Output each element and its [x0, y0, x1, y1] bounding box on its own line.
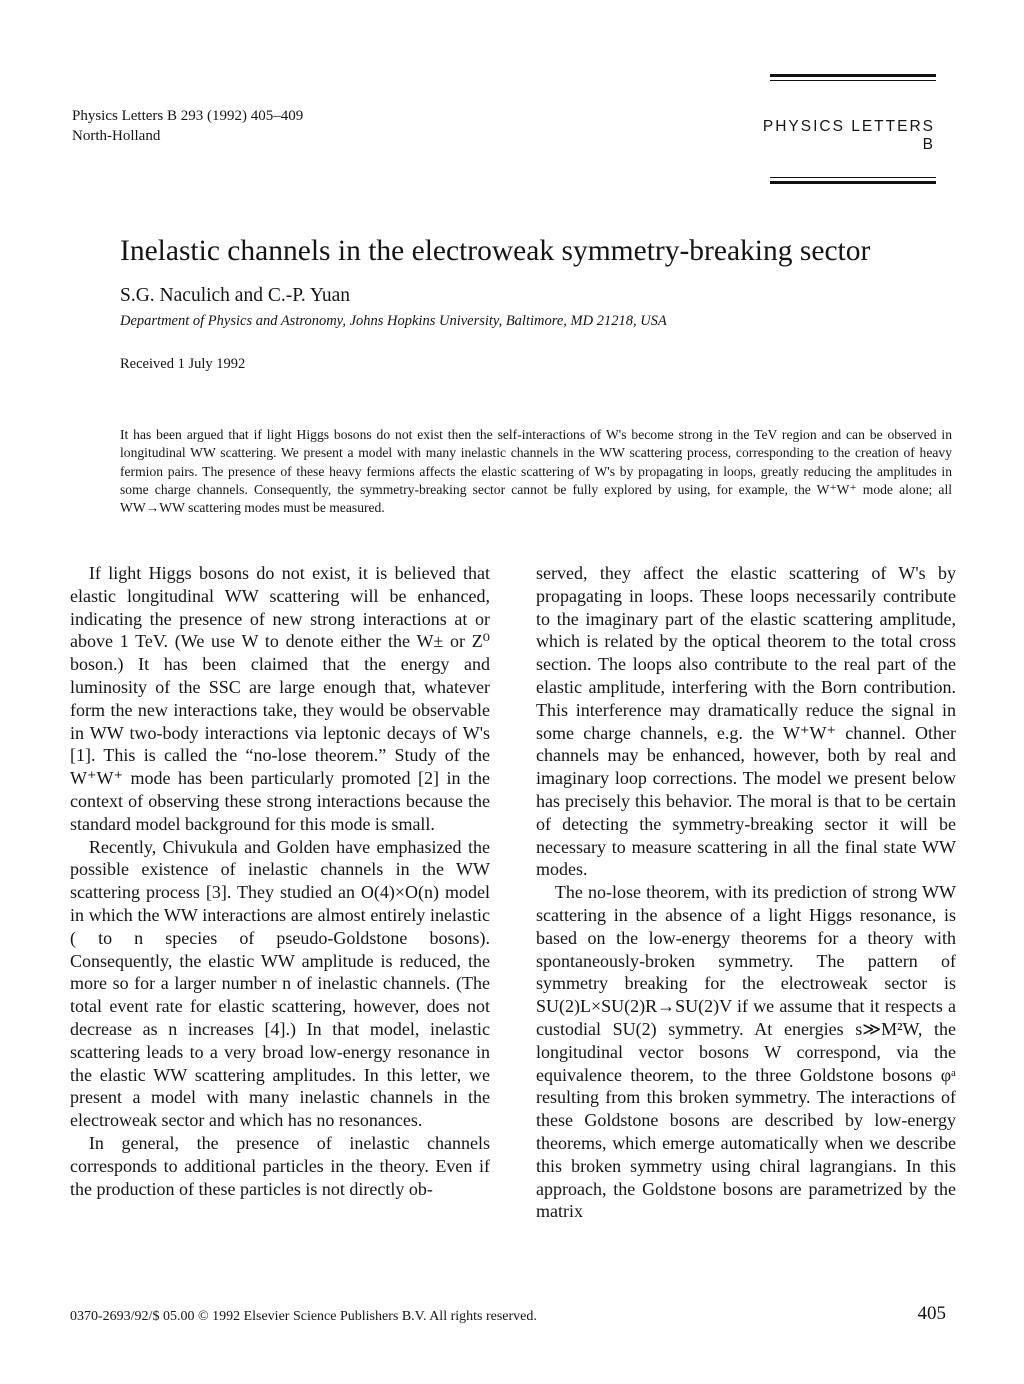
paragraph: The no-lose theorem, with its prediction of strong WW scattering in the absence of a light Higgs resonance, is based on the low-energy theorems for a theory with spontaneously-broken symmetry. The pattern of symmetry breaking for the electroweak sector is SU(2)L×SU(2)R→SU(2)V if we assume that it respects a custodial SU(2) symmetry. At energies s≫M²W, the longitudinal vector bosons W correspond, via the equivalence theorem, to the three Goldstone bosons φᵃ resulting from this broken symmetry. The interactions of these Goldstone bosons are described by low-energy theorems, which emerge automatically when we describe this broken symmetry using chiral lagrangians. In this approach, the Goldstone bosons are parametrized by the matrix — [536, 882, 956, 1222]
paragraph: In general, the presence of inelastic channels corresponds to additional particles in the theory. Even if the production of these particles is not directly ob- — [70, 1132, 490, 1199]
affiliation: Department of Physics and Astronomy, Johns Hopkins University, Baltimore, MD 21218, USA — [120, 313, 667, 329]
authors: S.G. Naculich and C.-P. Yuan — [120, 285, 351, 306]
header-rule-top-thin — [770, 80, 936, 81]
received-date: Received 1 July 1992 — [120, 356, 246, 372]
abstract: It has been argued that if light Higgs bosons do not exist then the self-interactions of W's become strong in the TeV region and can be observed in longitudinal WW scattering. We present a model with many inelastic channels in the WW scattering process, corresponding to the creation of heavy fermion pairs. The presence of these heavy fermions affects the elastic scattering of W's by propagating in loops, greatly reducing the amplitudes in some charge channels. Consequently, the symmetry-breaking sector cannot be fully explored by using, for example, the W⁺W⁺ mode alone; all WW→WW scattering modes must be measured. — [120, 427, 952, 516]
paragraph: If light Higgs bosons do not exist, it is believed that elastic longitudinal WW scattering will be enhanced, indicating the presence of new strong interactions at or above 1 TeV. (We use W to denote either the W± or Z⁰ boson.) It has been claimed that the energy and luminosity of the SSC are large enough that, whatever form the new interactions take, they would be observable in WW two-body interactions via leptonic decays of W's [1]. This is called the “no-lose theorem.” Study of the W⁺W⁺ mode has been particularly promoted [2] in the context of observing these strong interactions because the standard model background for this mode is small. — [70, 563, 490, 834]
copyright-line: 0370-2693/92/$ 05.00 © 1992 Elsevier Science Publishers B.V. All rights reserved. — [70, 1309, 537, 1324]
journal-name: PHYSICS LETTERS B — [762, 118, 935, 153]
journal-reference — [72, 106, 303, 146]
page-number: 405 — [917, 1303, 946, 1324]
paragraph: Recently, Chivukula and Golden have emphasized the possible existence of inelastic channels in the WW scattering process [3]. They studied an O(4)×O(n) model in which the WW interactions are almost entirely inelastic ( to n species of pseudo-Goldstone bosons). Consequently, the elastic WW amplitude is reduced, the more so for a larger number n of inelastic channels. (The total event rate for elastic scattering, however, does not decrease as n increases [4].) In that model, inelastic scattering leads to a very broad low-energy resonance in the elastic WW scattering amplitudes. In this letter, we present a model with many inelastic channels in the electroweak sector and which has no resonances. — [70, 836, 490, 1131]
publisher: North-Holland — [72, 128, 161, 144]
journal-citation: Physics Letters B 293 (1992) 405–409 — [72, 108, 304, 124]
body-left-column — [70, 562, 490, 1200]
header-rule-bottom-thin — [770, 177, 936, 178]
header-rule-bottom-thick — [770, 181, 936, 184]
article-title: Inelastic channels in the electroweak symmetry-breaking sector — [120, 235, 871, 267]
paragraph: served, they affect the elastic scattering of W's by propagating in loops. These loops necessarily contribute to the imaginary part of the elastic scattering amplitude, which is related by the optical theorem to the total cross section. The loops also contribute to the real part of the elastic amplitude, interfering with the Born contribution. This interference may dramatically reduce the signal in some charge channels, e.g. the W⁺W⁺ channel. Other channels may be enhanced, however, both by real and imaginary loop corrections. The model we present below has precisely this behavior. The moral is that to be certain of detecting the symmetry-breaking sector it will be necessary to measure scattering in all the final state WW modes. — [536, 563, 956, 880]
body-right-column — [536, 562, 956, 1223]
header-rule-top-thick — [770, 74, 936, 77]
